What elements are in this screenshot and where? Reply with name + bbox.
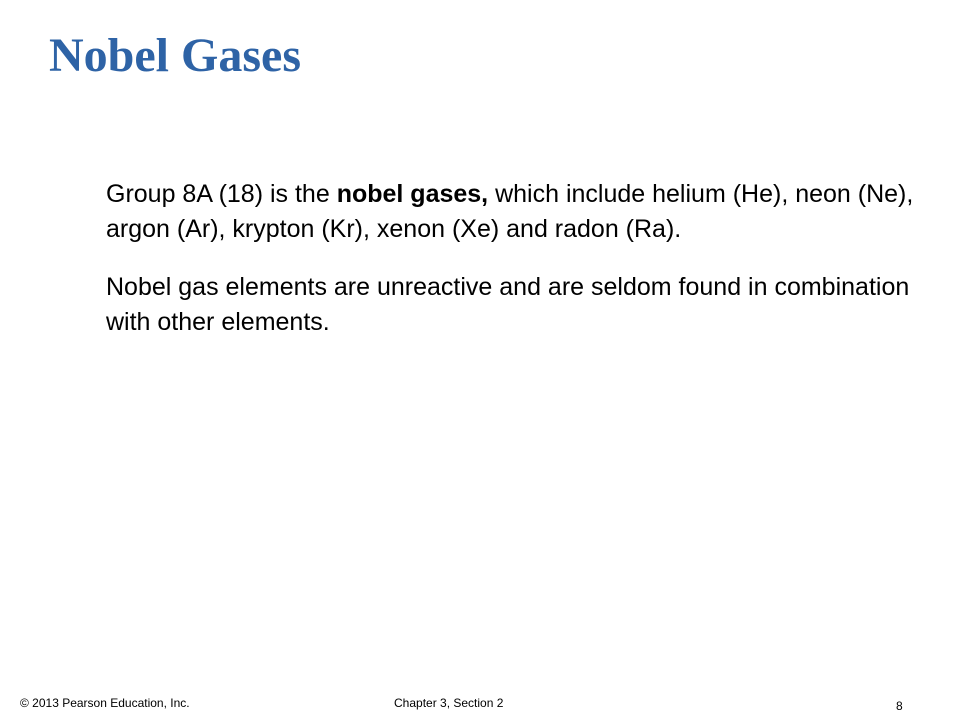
slide-title: Nobel Gases xyxy=(49,29,301,82)
paragraph-unreactive: Nobel gas elements are unreactive and are seldom found in combination with other elements. xyxy=(106,273,910,336)
paragraph-1-rest: which include helium (He), neon (Ne), argon (Ar), krypton (Kr), xenon (Xe) and radon (Ra). xyxy=(106,180,914,243)
paragraph-1-intro: Group 8A (18) is the xyxy=(106,180,337,208)
footer-page-number: 8 xyxy=(896,699,903,713)
slide-body xyxy=(106,177,926,340)
paragraph-group-8a xyxy=(106,177,926,247)
paragraph-1-term: nobel gases, xyxy=(336,180,489,208)
footer-copyright: © 2013 Pearson Education, Inc. xyxy=(20,696,190,710)
footer-chapter: Chapter 3, Section 2 xyxy=(394,696,504,710)
